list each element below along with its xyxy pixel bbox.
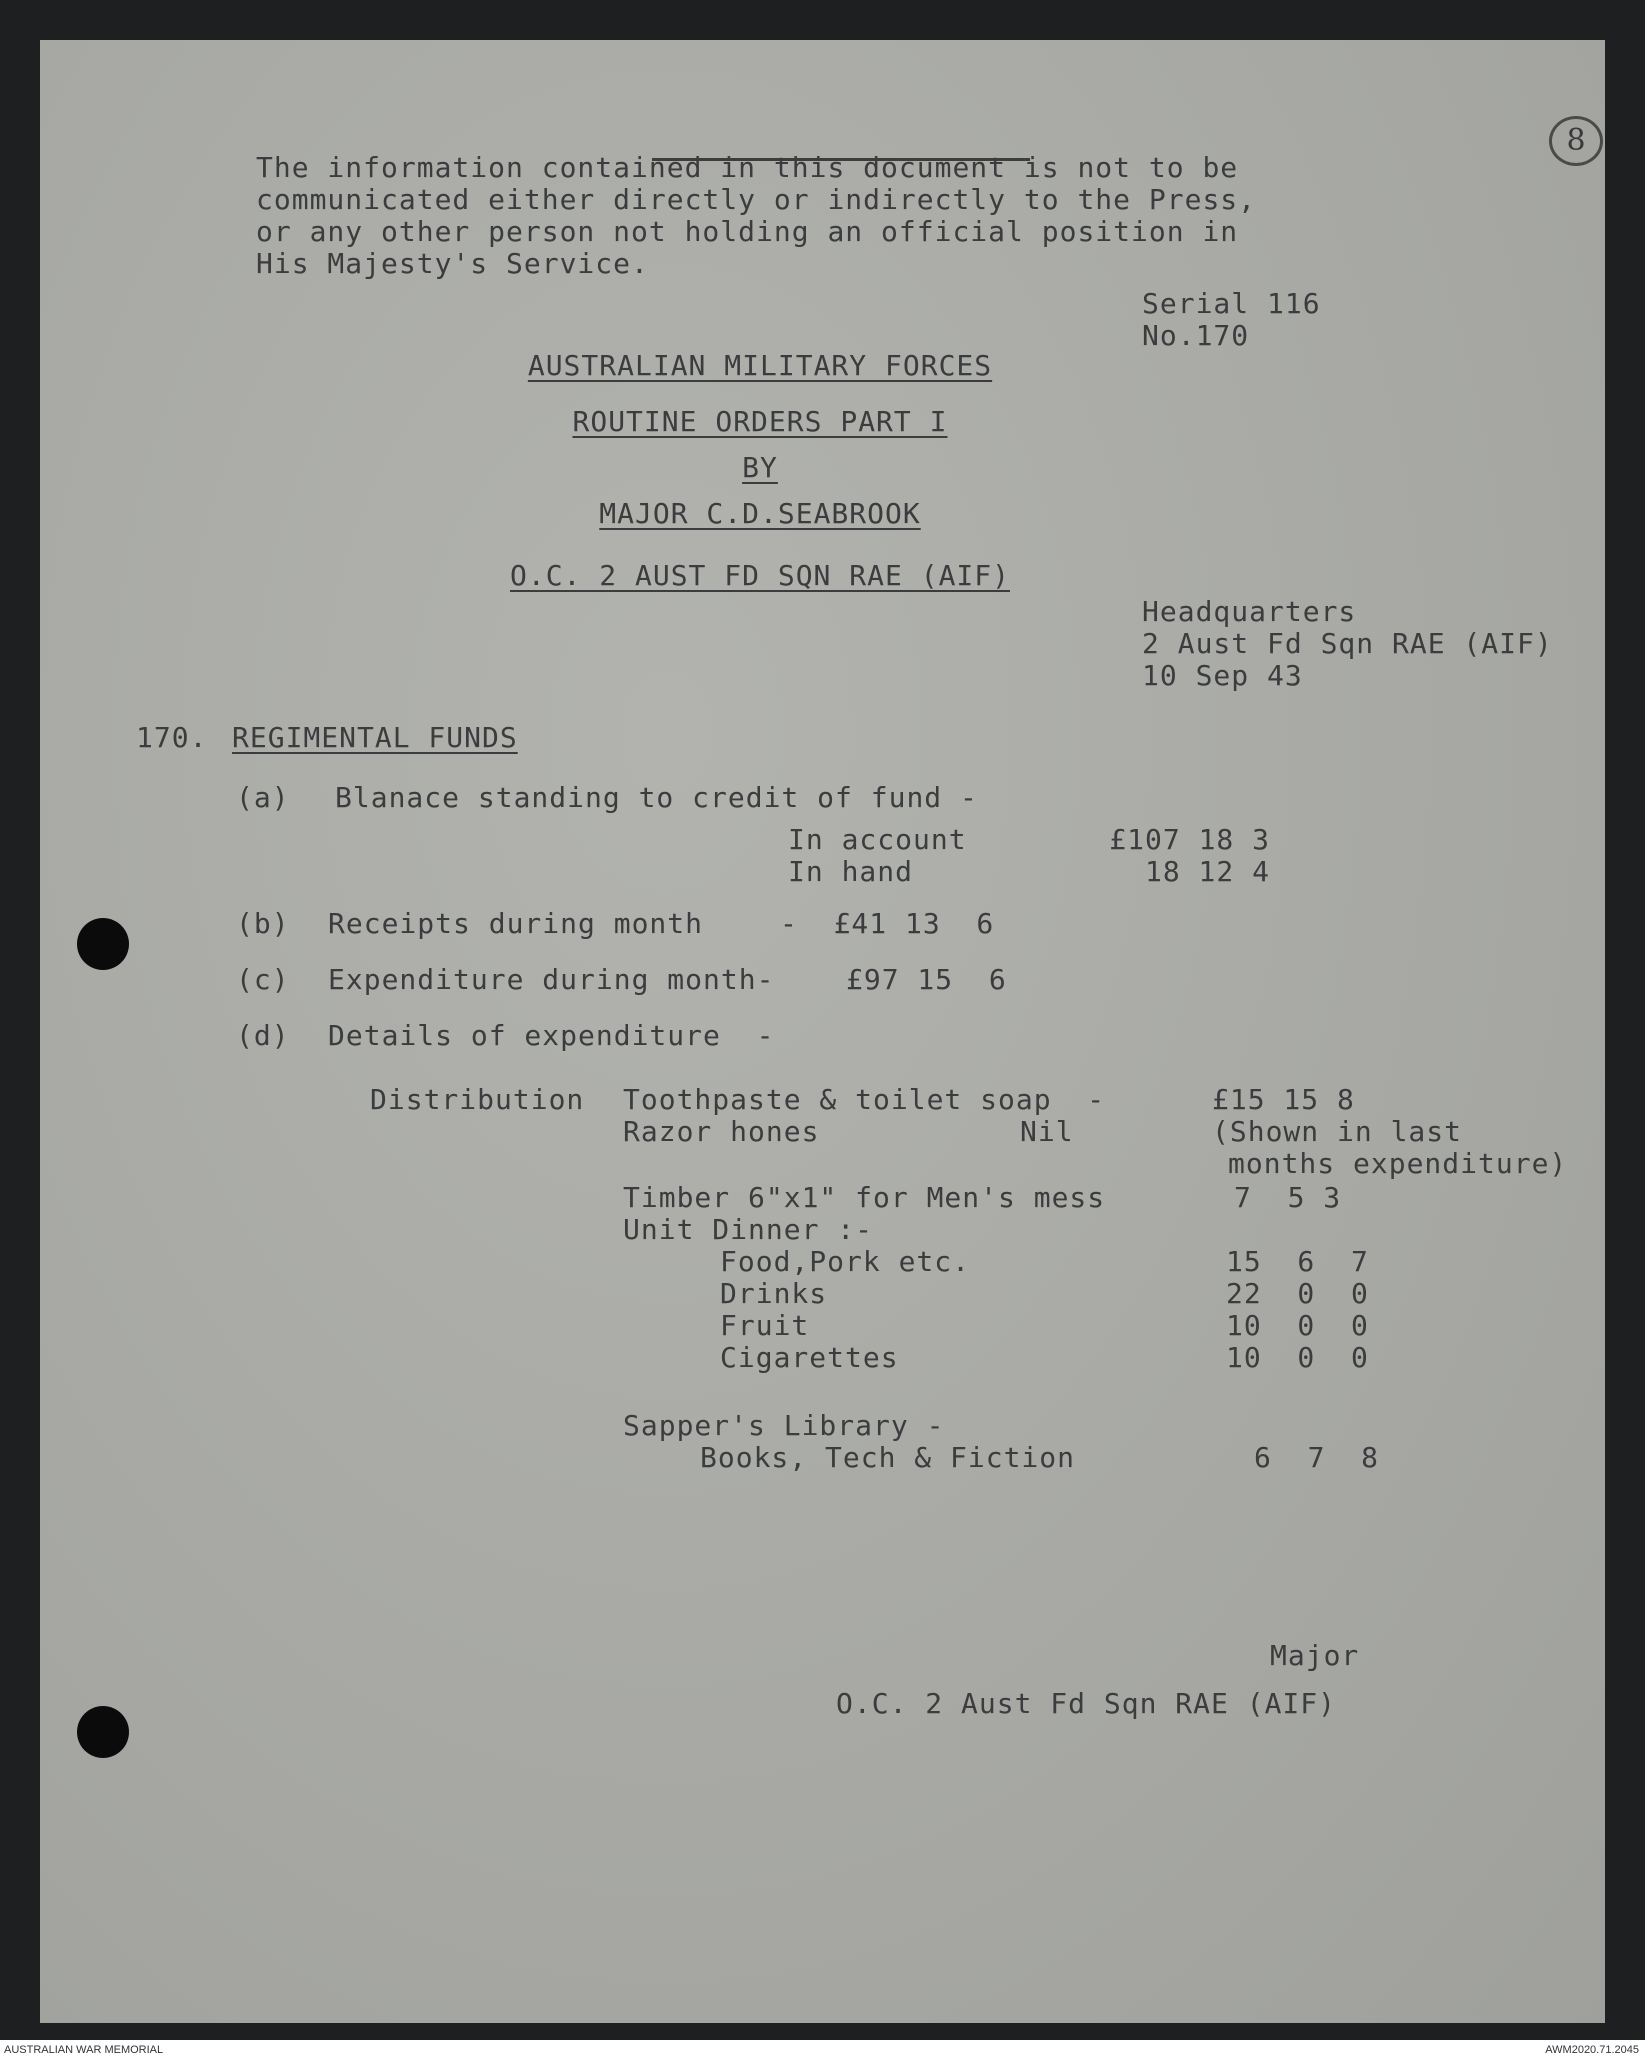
expense-note: (Shown in last xyxy=(1212,1115,1463,1148)
expense-label: Fruit xyxy=(720,1309,810,1342)
heading-line: BY xyxy=(742,451,778,484)
expense-label: Cigarettes xyxy=(720,1341,899,1374)
item-text: Receipts during month xyxy=(328,907,704,940)
expense-heading: Sapper's Library - xyxy=(623,1409,945,1442)
hq-line: 2 Aust Fd Sqn RAE (AIF) xyxy=(1142,627,1553,660)
expense-value: 6 7 8 xyxy=(1254,1441,1380,1474)
notice-line: communicated either directly or indirectly to the Press, xyxy=(256,183,1257,216)
punch-hole xyxy=(77,1706,129,1758)
hand-label: In hand xyxy=(788,855,914,888)
expense-value: 10 0 0 xyxy=(1226,1341,1369,1374)
expense-value: 22 0 0 xyxy=(1226,1277,1369,1310)
expense-label: Razor hones xyxy=(623,1115,820,1148)
order-number: No.170 xyxy=(1142,319,1250,352)
item-letter: (a) xyxy=(236,781,290,814)
signature-rank: Major xyxy=(1270,1639,1360,1672)
notice-line: The information contained in this document is not to be xyxy=(256,151,1239,184)
heading-line: MAJOR C.D.SEABROOK xyxy=(599,497,921,530)
hand-value: 18 12 4 xyxy=(1144,855,1270,888)
hq-line: Headquarters xyxy=(1142,595,1357,628)
account-label: In account xyxy=(788,823,967,856)
expense-value: Nil xyxy=(1020,1115,1074,1148)
expense-value: £15 15 8 xyxy=(1212,1083,1355,1116)
item-value: - £41 13 6 xyxy=(780,907,995,940)
item-text: Expenditure during month- xyxy=(328,963,775,996)
item-letter: (c) xyxy=(236,963,290,996)
expense-label: Drinks xyxy=(720,1277,828,1310)
expense-heading: Unit Dinner :- xyxy=(623,1213,874,1246)
order-title: REGIMENTAL FUNDS xyxy=(232,721,518,754)
footer-bar xyxy=(0,2040,1645,2061)
expense-label: Books, Tech & Fiction xyxy=(700,1441,1076,1474)
footer-accession-number: AWM2020.71.2045 xyxy=(1545,2044,1639,2056)
item-text: Blanace standing to credit of fund - xyxy=(335,781,978,814)
document-page xyxy=(40,40,1605,2023)
expense-value: 10 0 0 xyxy=(1226,1309,1369,1342)
heading-line: AUSTRALIAN MILITARY FORCES xyxy=(527,349,993,382)
heading-line: O.C. 2 AUST FD SQN RAE (AIF) xyxy=(509,559,1010,592)
footer-institution: AUSTRALIAN WAR MEMORIAL xyxy=(4,2044,164,2056)
account-value: £107 18 3 xyxy=(1109,823,1270,856)
item-letter: (b) xyxy=(236,907,290,940)
signature-appointment: O.C. 2 Aust Fd Sqn RAE (AIF) xyxy=(836,1687,1337,1720)
notice-line: His Majesty's Service. xyxy=(256,247,649,280)
expense-value: 7 5 3 xyxy=(1234,1181,1342,1214)
heading-line: ROUTINE ORDERS PART I xyxy=(572,405,948,438)
expense-label: Food,Pork etc. xyxy=(720,1245,971,1278)
item-letter: (d) xyxy=(236,1019,290,1052)
notice-line: or any other person not holding an official position in xyxy=(256,215,1239,248)
item-value: £97 15 6 xyxy=(846,963,1007,996)
expense-note: months expenditure) xyxy=(1228,1147,1568,1180)
serial-number: Serial 116 xyxy=(1142,287,1321,320)
page-number: 8 xyxy=(1549,116,1603,166)
date-line: 10 Sep 43 xyxy=(1142,659,1303,692)
expense-label: Timber 6"x1" for Men's mess xyxy=(623,1181,1106,1214)
item-text: Details of expenditure - xyxy=(328,1019,775,1052)
expense-value: 15 6 7 xyxy=(1226,1245,1369,1278)
punch-hole xyxy=(77,918,129,970)
order-number-label: 170. xyxy=(136,721,208,754)
expense-label: Toothpaste & toilet soap - xyxy=(623,1083,1106,1116)
distribution-label: Distribution xyxy=(370,1083,585,1116)
